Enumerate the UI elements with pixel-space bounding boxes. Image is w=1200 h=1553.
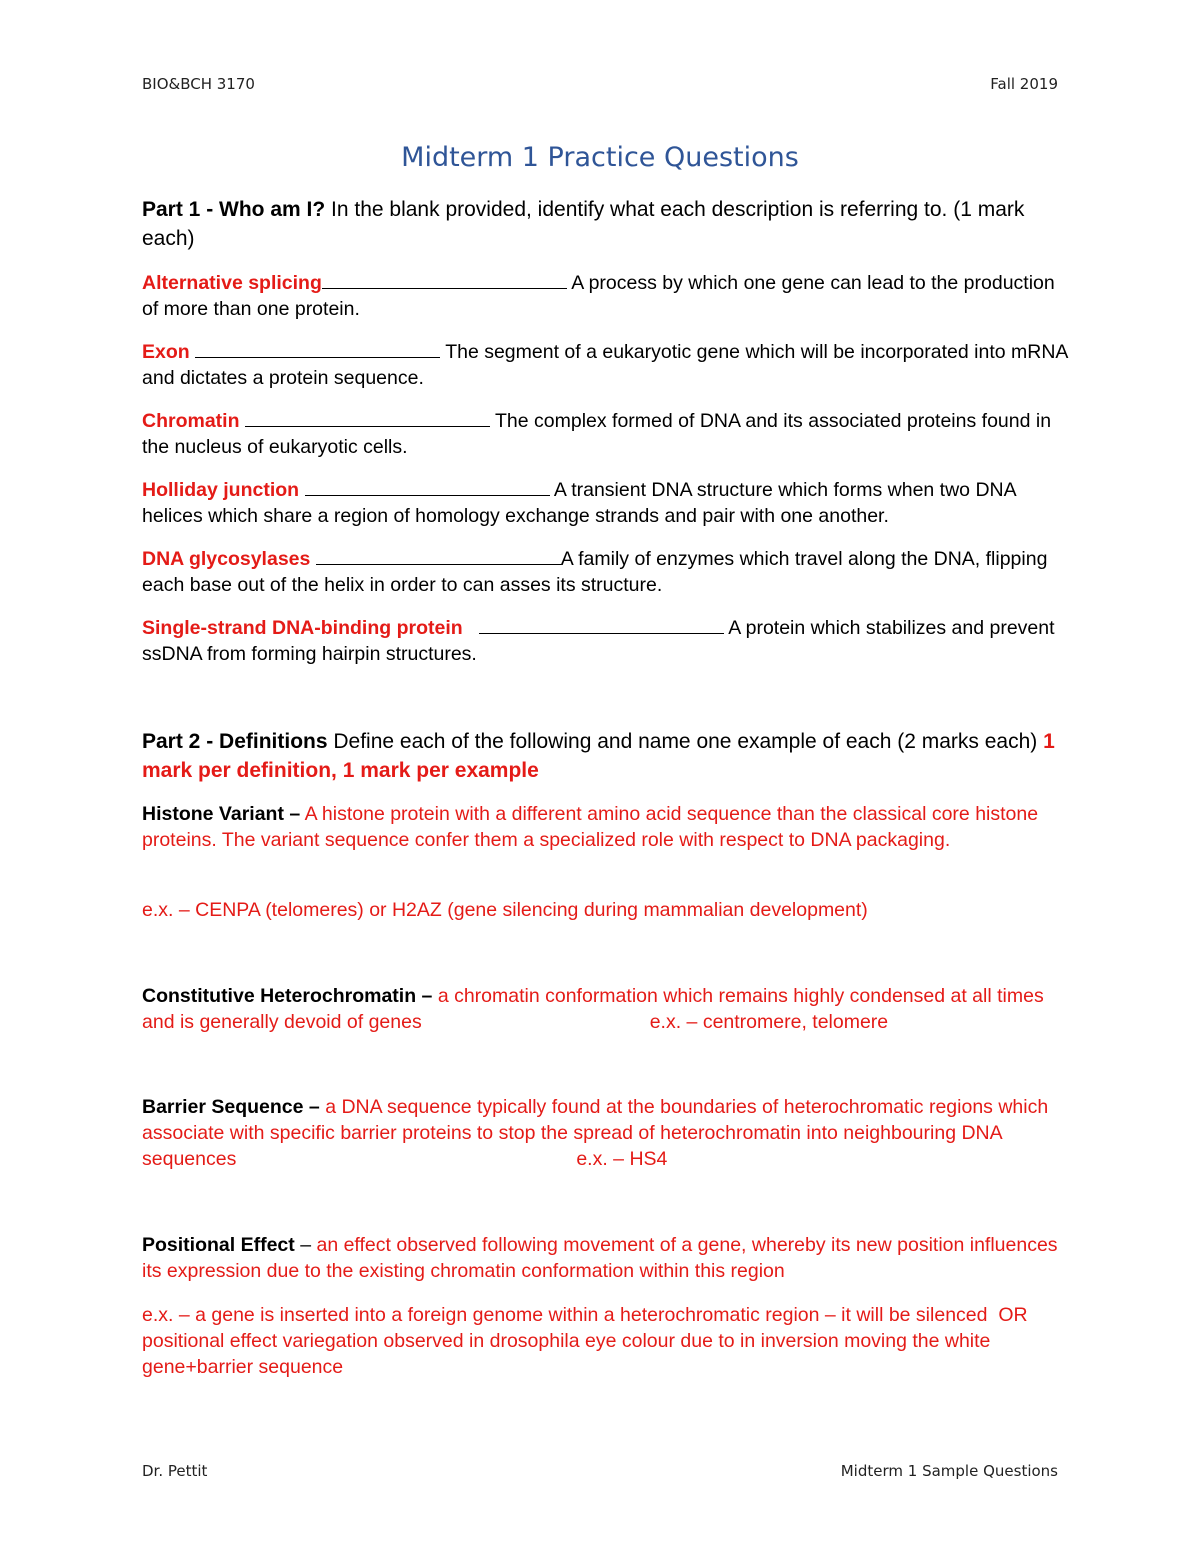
term: Barrier Sequence – xyxy=(142,1096,320,1118)
part1-heading: Part 1 - Who am I? xyxy=(142,198,326,221)
answer-blank xyxy=(195,339,440,358)
answer-blank xyxy=(305,477,550,496)
answer: DNA glycosylases xyxy=(142,548,311,570)
answer: Exon xyxy=(142,341,190,363)
term-dash: – xyxy=(300,1234,312,1256)
description: A process by which one gene can lead to the production of more than one protein. xyxy=(142,272,1055,320)
part1-item xyxy=(142,477,1072,529)
answer: Chromatin xyxy=(142,410,240,432)
definition-block xyxy=(142,1232,1072,1284)
part1-item xyxy=(142,546,1072,598)
term: Histone Variant – xyxy=(142,803,301,825)
term: Positional Effect xyxy=(142,1234,295,1256)
part2-marking: 1 mark per definition, 1 mark per example xyxy=(142,730,1055,782)
answer: Holliday junction xyxy=(142,479,300,501)
answer: Single-strand DNA-binding protein xyxy=(142,617,463,639)
description: The segment of a eukaryotic gene which will be incorporated into mRNA and dictates a protein sequence. xyxy=(142,341,1068,389)
example: e.x. – HS4 xyxy=(576,1148,668,1170)
definition-block xyxy=(142,983,1072,1035)
part1-item xyxy=(142,339,1072,391)
description: A family of enzymes which travel along the DNA, flipping each base out of the helix in order to can asses its structure. xyxy=(142,548,1048,596)
answer-blank xyxy=(322,270,567,289)
definition: a chromatin conformation which remains highly condensed at all times and is generally devoid of genes xyxy=(142,985,1044,1033)
example: e.x. – a gene is inserted into a foreign genome within a heterochromatic region – it will be silenced OR positional effect variegation observed in drosophila eye colour due to in inversion moving the white gene+barrier sequence xyxy=(142,1304,1044,1378)
answer: Alternative splicing xyxy=(142,272,322,294)
footer-instructor: Dr. Pettit xyxy=(142,1462,208,1480)
header-term: Fall 2019 xyxy=(990,75,1058,93)
header-course: BIO&BCH 3170 xyxy=(142,75,255,93)
part1-item xyxy=(142,615,1072,667)
part2-heading: Part 2 - Definitions xyxy=(142,730,328,753)
definition: an effect observed following movement of a gene, whereby its new position influences its expression due to the existing chromatin conformation within this region xyxy=(142,1234,1058,1282)
description: A protein which stabilizes and prevent ssDNA from forming hairpin structures. xyxy=(142,617,1055,665)
part1-item xyxy=(142,408,1072,460)
part2-intro xyxy=(142,727,1072,785)
answer-blank xyxy=(479,615,724,634)
part1-instructions: In the blank provided, identify what each description is referring to. (1 mark each) xyxy=(142,198,1025,250)
part1-intro xyxy=(142,195,1072,253)
definition-block xyxy=(142,1094,1072,1172)
page-title: Midterm 1 Practice Questions xyxy=(401,142,799,173)
part2-instructions: Define each of the following and name one example of each (2 marks each) xyxy=(333,730,1038,753)
term: Constitutive Heterochromatin – xyxy=(142,985,433,1007)
example: e.x. – CENPA (telomeres) or H2AZ (gene silencing during mammalian development) xyxy=(142,899,868,921)
definition-block xyxy=(142,801,1072,853)
footer-doc: Midterm 1 Sample Questions xyxy=(840,1462,1058,1480)
example: e.x. – centromere, telomere xyxy=(649,1011,889,1033)
answer-blank xyxy=(316,546,561,565)
part1-item xyxy=(142,270,1072,322)
definition: a DNA sequence typically found at the boundaries of heterochromatic regions which associate with specific barrier proteins to stop the spread of heterochromatin into neighbouring DNA sequences xyxy=(142,1096,1049,1170)
definition: A histone protein with a different amino acid sequence than the classical core histone proteins. The variant sequence confer them a specialized role with respect to DNA packaging. xyxy=(142,803,1039,851)
description: A transient DNA structure which forms when two DNA helices which share a region of homology exchange strands and pair with one another. xyxy=(142,479,1016,527)
description: The complex formed of DNA and its associated proteins found in the nucleus of eukaryotic cells. xyxy=(142,410,1052,458)
answer-blank xyxy=(245,408,490,427)
